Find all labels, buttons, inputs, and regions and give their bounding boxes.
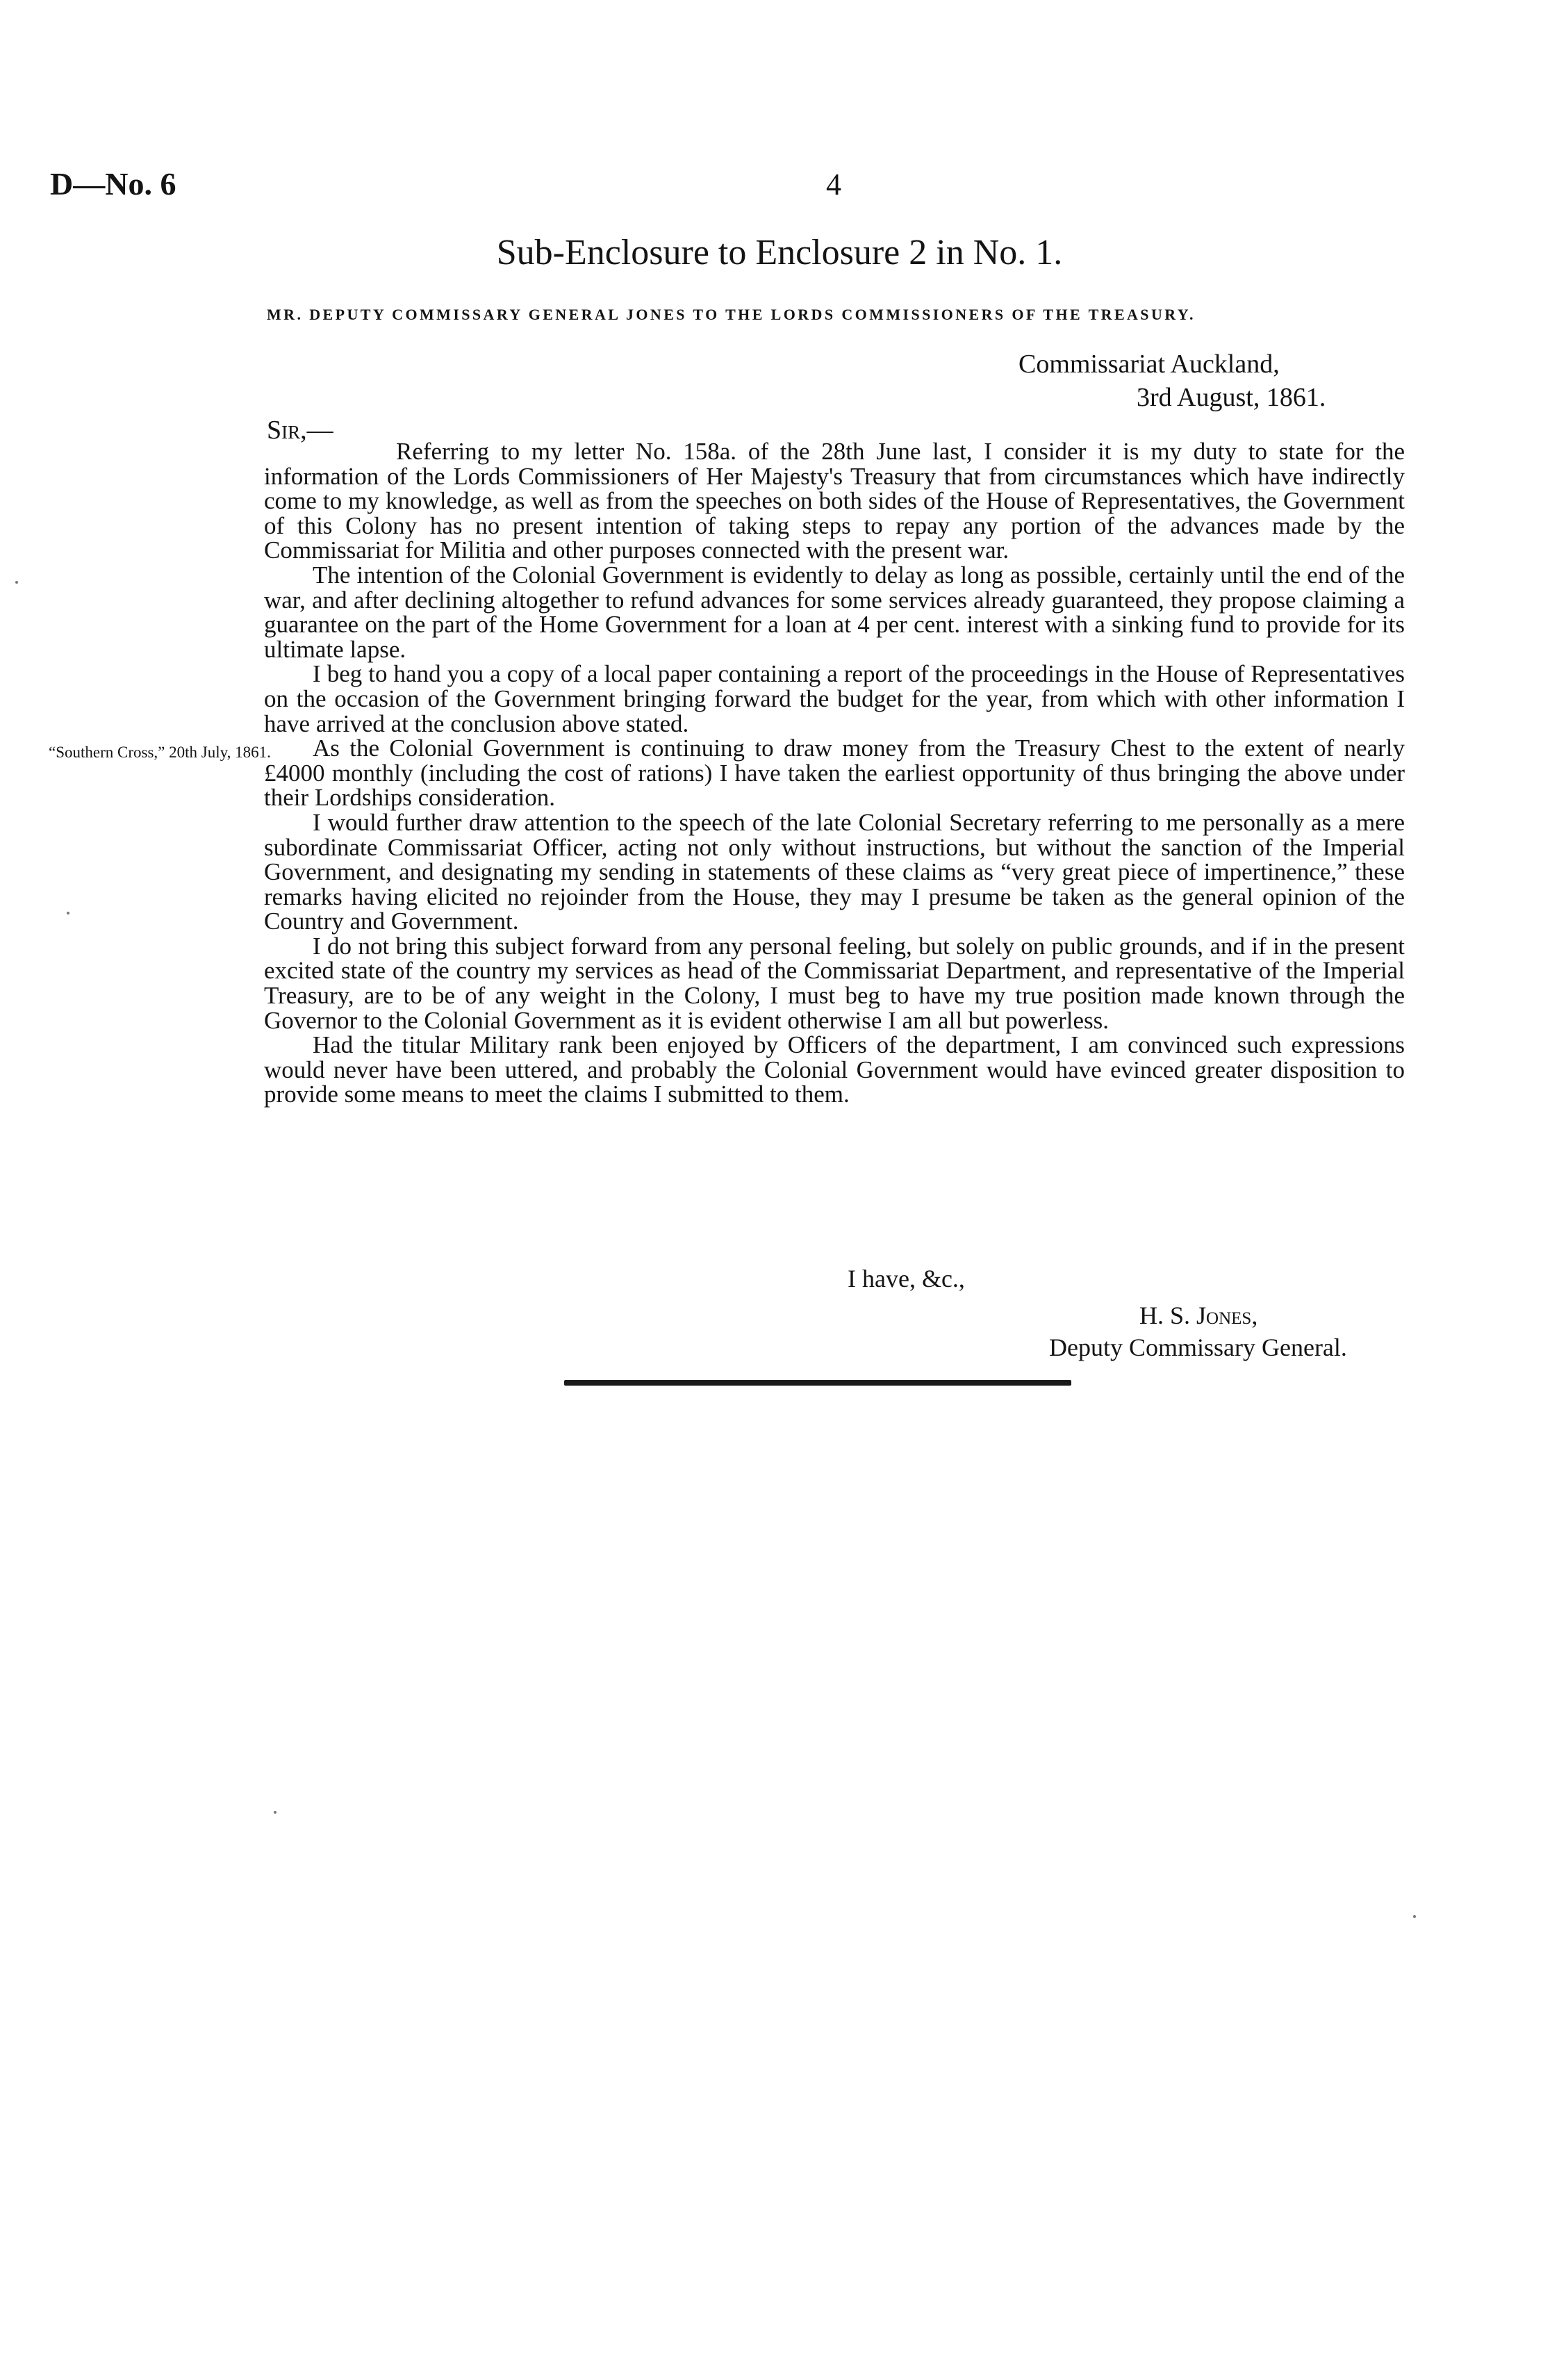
enclosure-title: Sub-Enclosure to Enclosure 2 in No. 1. <box>496 233 1063 272</box>
scan-speck <box>15 581 18 584</box>
signature-block <box>1049 1299 1410 1363</box>
salutation: Sir,— <box>267 416 333 445</box>
signature-title: Deputy Commissary General. <box>1049 1333 1347 1361</box>
letter-heading: MR. DEPUTY COMMISSARY GENERAL JONES TO THE LORDS COMMISSIONERS OF THE TREASURY. <box>267 306 1196 323</box>
closing: I have, &c., <box>848 1265 965 1292</box>
scan-speck <box>1413 1915 1416 1918</box>
paragraph-4: As the Colonial Government is continuing to draw money from the Treasury Chest to the extent of nearly £4000 monthly (including the cost of rations) I have taken the earliest opportunity of thus bringing the above under their Lordships consideration. <box>264 734 1405 812</box>
address-date: 3rd August, 1861. <box>1137 383 1326 412</box>
paragraph-3: I beg to hand you a copy of a local paper containing a report of the proceedings in the House of Representatives on the occasion of the Government bringing forward the budget for the year, from which with other information I have arrived at the conclusion above stated. <box>264 660 1405 737</box>
paragraph-2: The intention of the Colonial Government is evidently to delay as long as possible, certainly until the end of the war, and after declining altogether to refund advances for some services already guaranteed, they propose claiming a guarantee on the part of the Home Government for a loan at 4 per cent. interest with a sinking fund to provide for its ultimate lapse. <box>264 561 1405 663</box>
address-place: Commissariat Auckland, <box>1018 350 1280 379</box>
marginal-note: “Southern Cross,” 20th July, 1861. <box>49 744 271 761</box>
end-rule <box>564 1380 1071 1386</box>
series-id: D—No. 6 <box>50 166 176 202</box>
paragraph-1: Referring to my letter No. 158a. of the 28th June last, I consider it is my duty to state for the information of the Lords Commissioners of Her Majesty's Treasury that from circumstances which have indirectly come to my knowledge, as well as from the speeches on both sides of the House of Representatives, the Government of this Colony has no present intention of taking steps to repay any portion of the advances made by the Commissariat for Militia and other purposes connected with the present war. <box>264 438 1405 564</box>
scan-speck <box>274 1811 277 1814</box>
page-number: 4 <box>826 167 841 202</box>
signature-name: H. S. Jones, <box>1139 1302 1258 1329</box>
paragraph-6: I do not bring this subject forward from any personal feeling, but solely on public grounds, and if in the present excited state of the country my services as head of the Commissariat Department, and representative of the Imperial Treasury, are to be of any weight in the Colony, I must beg to have my true position made known through the Governor to the Colonial Government as it is evident otherwise I am all but powerless. <box>264 932 1405 1034</box>
paragraph-5: I would further draw attention to the speech of the late Colonial Secretary referring to me personally as a mere subordinate Commissariat Officer, acting not only without instructions, but without the sanction of the Imperial Government, and designating my sending in statements of these claims as “very great piece of impertinence,” these remarks having elicited no rejoinder from the House, they may I presume be taken as the general opinion of the Country and Government. <box>264 808 1405 935</box>
letter-body <box>264 439 1405 1107</box>
paragraph-7: Had the titular Military rank been enjoyed by Officers of the department, I am convinced such expressions would never have been uttered, and probably the Colonial Government would have evinced greater disposition to provide some means to meet the claims I submitted to them. <box>264 1031 1405 1108</box>
letter-address <box>1018 347 1408 414</box>
scan-speck <box>67 912 69 914</box>
